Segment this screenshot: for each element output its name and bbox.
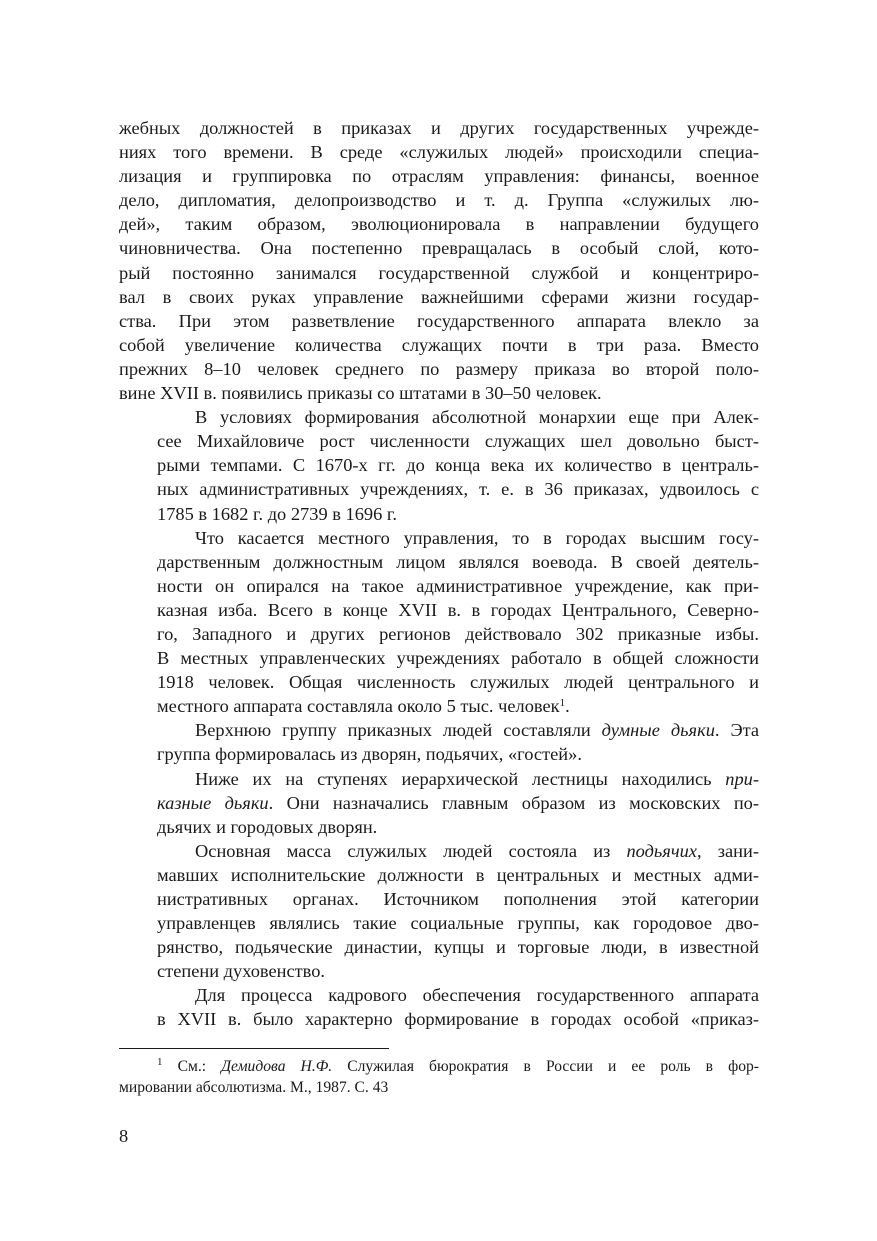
text-line: рый постоянно занимался государственной службой и концентриро- <box>119 262 759 283</box>
paragraph-5 <box>119 767 759 839</box>
text-line: казная изба. Всего в конце XVII в. в городах Центрального, Северно- <box>157 599 759 620</box>
text-line: В местных управленческих учреждениях работало в общей сложности <box>157 648 759 669</box>
text-line: Что касается местного управления, то в городах высшим госу- <box>195 527 759 548</box>
text-segment: Ниже их на ступенях иерархической лестницы находились <box>195 768 726 789</box>
footnote-reference: 1 <box>559 697 566 710</box>
text-line: ства. При этом разветвление государственного аппарата влекло за <box>119 310 759 331</box>
footnote-line <box>119 1057 759 1078</box>
text-segment: Верхнюю группу приказных людей составляли <box>195 720 602 741</box>
text-line: степени духовенство. <box>157 961 326 982</box>
text-segment: , зани- <box>696 840 759 861</box>
text-line: Для процесса кадрового обеспечения государственного аппарата <box>195 985 759 1006</box>
text-line: вал в своих руках управление важнейшими сферами жизни государ- <box>119 286 759 307</box>
text-line: вине XVII в. появились приказы со штатами в 30–50 человек. <box>119 383 602 404</box>
text-line: дьячих и городовых дворян. <box>157 816 378 837</box>
text-line <box>119 767 759 791</box>
text-line: дей», таким образом, эволюционировала в направлении будущего <box>119 214 759 235</box>
text-line: 1785 в 1682 г. до 2739 в 1696 г. <box>157 503 397 524</box>
text-line: мавших исполнительские должности в центральных и местных адми- <box>157 864 759 885</box>
text-segment: . Они назначались главным образом из московских по- <box>268 792 759 813</box>
footnote <box>119 1057 759 1098</box>
text-line: прежних 8–10 человек среднего по размеру приказа во второй поло- <box>119 358 759 379</box>
text-line: чиновничества. Она постепенно превращалась в особый слой, кото- <box>119 238 759 259</box>
emphasis-term: подьячих <box>626 840 697 861</box>
text-line: сее Михайловиче рост численности служащих шел довольно быст- <box>157 431 759 452</box>
text-line: жебных должностей в приказах и других государственных учрежде- <box>119 118 759 138</box>
text-line: ности он опирался на такое административное учреждение, как при- <box>157 575 759 596</box>
text-line <box>119 718 759 742</box>
text-line <box>119 694 759 718</box>
text-segment: Основная масса служилых людей состояла из <box>195 840 627 861</box>
main-text <box>119 116 759 1032</box>
text-segment: . <box>565 696 570 717</box>
footnote-author: Демидова Н.Ф. <box>221 1058 333 1075</box>
text-segment: . Эта <box>714 720 759 741</box>
text-line: ниях того времени. В среде «служилых людей» происходили специа- <box>119 142 759 163</box>
text-segment: местного аппарата составляла около 5 тыс. человек <box>157 696 560 717</box>
footnote-marker: 1 <box>157 1057 163 1068</box>
footnote-line: мировании абсолютизма. М., 1987. С. 43 <box>119 1078 389 1096</box>
paragraph-6 <box>119 839 759 984</box>
footnote-title: Служилая бюрократия в России и ее роль в фор- <box>332 1058 759 1075</box>
paragraph-4 <box>119 718 759 766</box>
text-line: го, Западного и других регионов действовало 302 приказные избы. <box>157 623 759 644</box>
paragraph-7 <box>119 983 759 1031</box>
text-line: ных административных учреждениях, т. е. в 36 приказах, удвоилось с <box>157 479 759 500</box>
text-line <box>119 839 759 863</box>
text-line: лизация и группировка по отраслям управления: финансы, военное <box>119 166 759 187</box>
paragraph-3 <box>119 526 759 719</box>
paragraph-1 <box>119 116 759 405</box>
text-line: дело, дипломатия, делопроизводство и т. д. Группа «служилых лю- <box>119 190 759 211</box>
text-line: нистративных органах. Источником пополнения этой категории <box>157 889 759 909</box>
footnote-divider <box>119 1048 389 1049</box>
emphasis-term: казные дьяки <box>157 792 269 813</box>
paragraph-2 <box>119 405 759 525</box>
text-line: рянство, подьяческие династии, купцы и торговые люди, в известной <box>157 937 759 958</box>
emphasis-term: при- <box>725 768 759 789</box>
text-line: управленцев являлись такие социальные группы, как городовое дво- <box>157 913 759 934</box>
text-line <box>119 791 759 815</box>
text-line: дарственным должностным лицом являлся воевода. В своей деятель- <box>157 551 759 572</box>
emphasis-term: думные дьяки <box>601 720 715 741</box>
text-line: группа формировалась из дворян, подьячих, «гостей». <box>157 744 582 765</box>
text-line: В условиях формирования абсолютной монархии еще при Алек- <box>195 407 759 428</box>
text-line: рыми темпами. С 1670-х гг. до конца века их количество в централь- <box>157 455 759 476</box>
text-line: в XVII в. было характерно формирование в городах особой «приказ- <box>157 1009 759 1030</box>
text-line: собой увеличение количества служащих почти в три раза. Вместо <box>119 334 759 355</box>
text-line: 1918 человек. Общая численность служилых людей центрального и <box>157 672 759 693</box>
footnote-prefix: См.: <box>162 1058 222 1075</box>
page-number: 8 <box>119 1126 129 1146</box>
